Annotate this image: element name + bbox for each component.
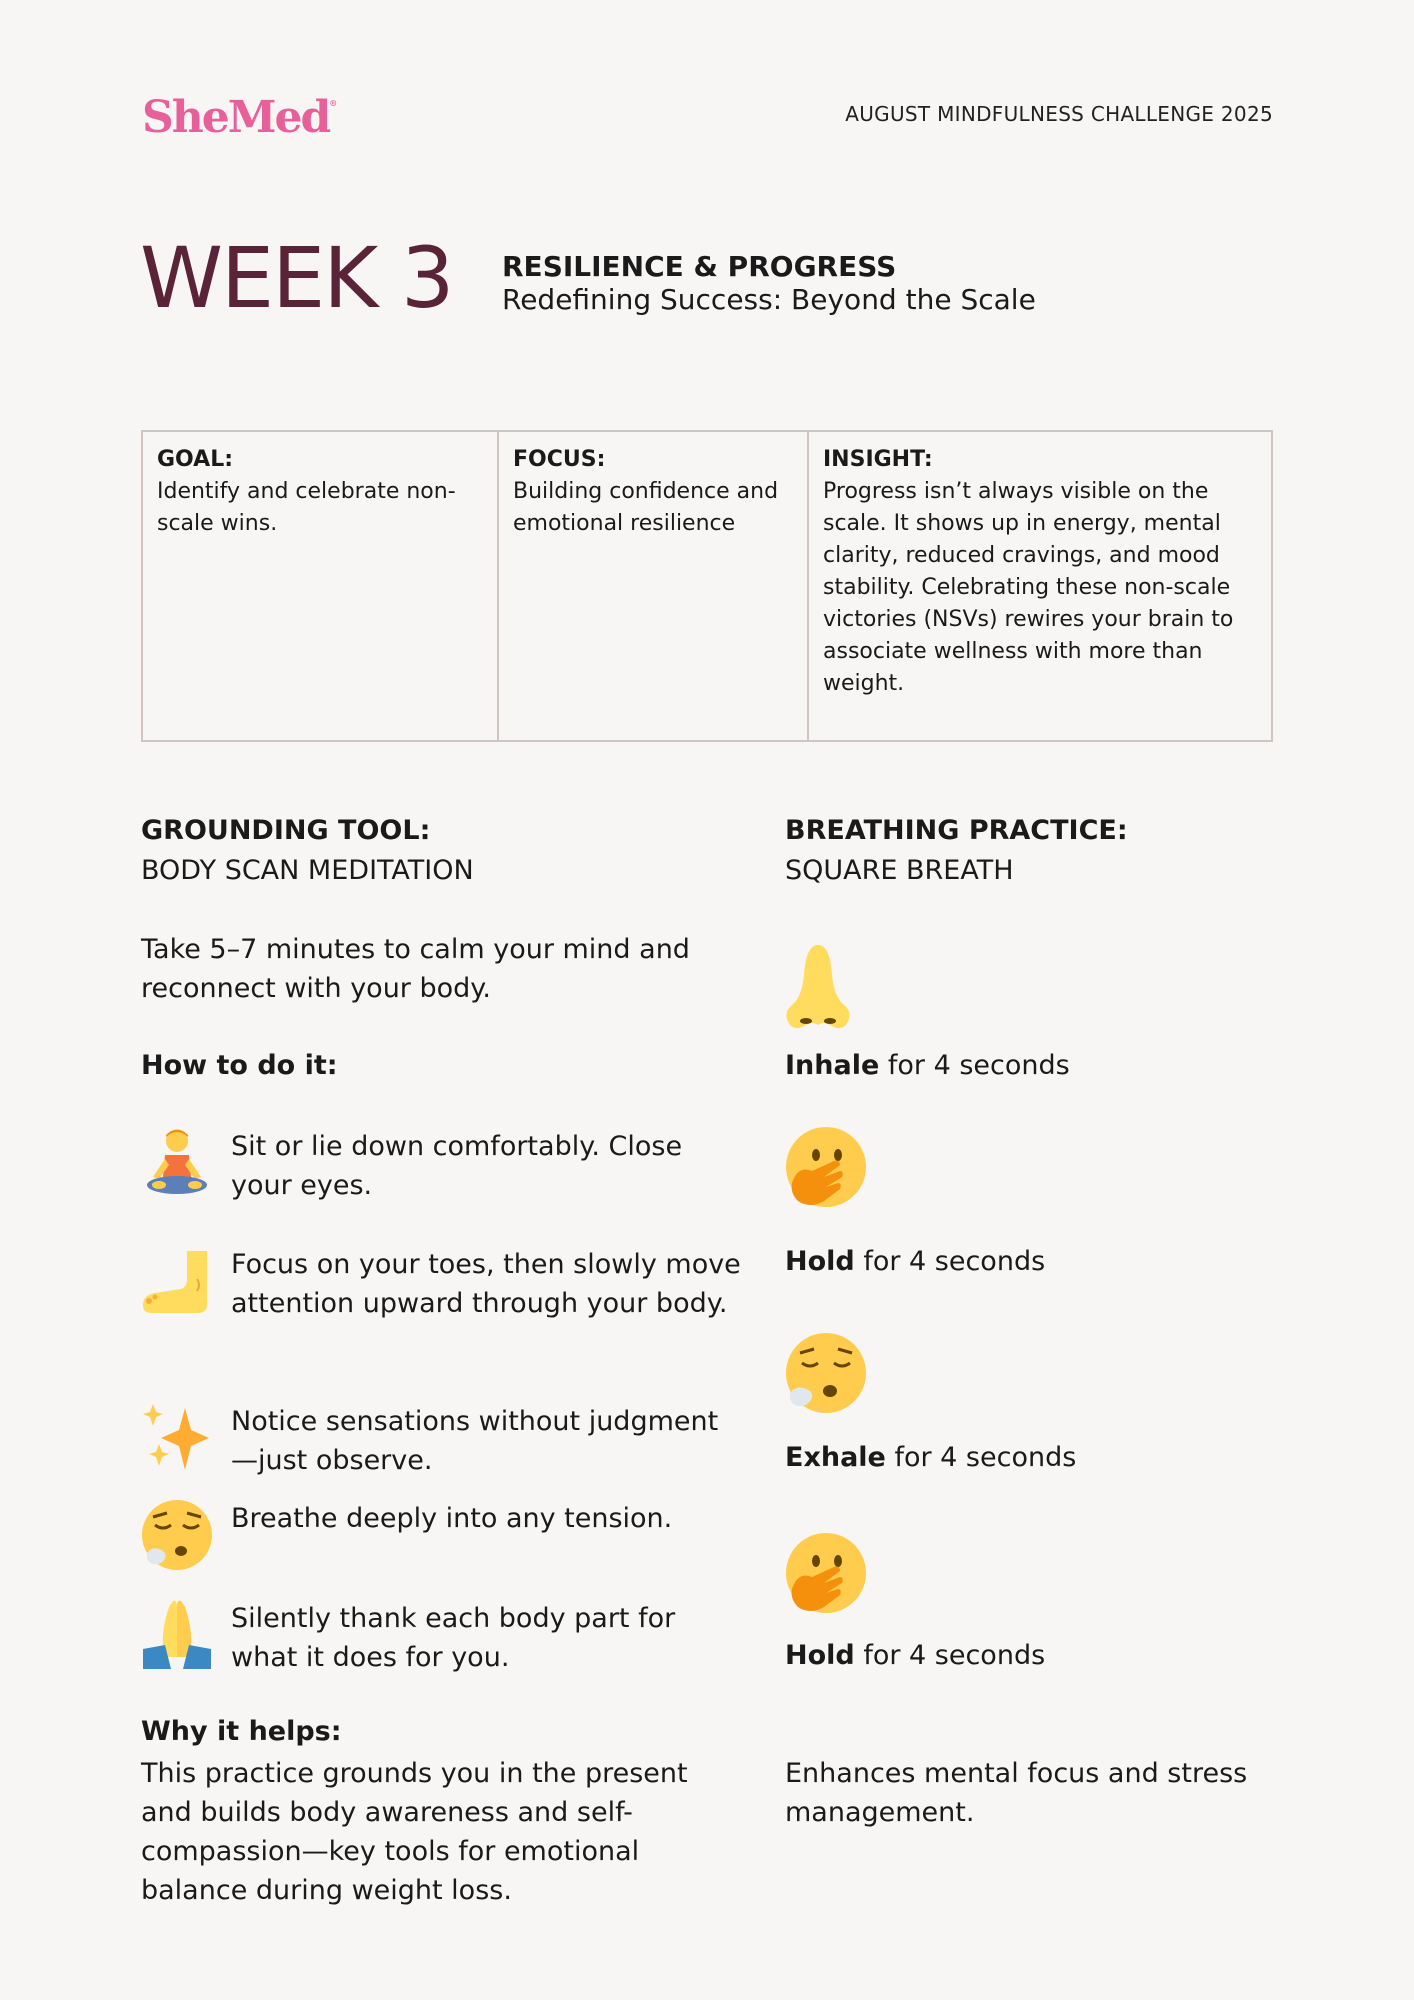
breath-action: Hold — [785, 1640, 855, 1671]
theme-subtitle: Redefining Success: Beyond the Scale — [502, 283, 1036, 316]
step-text: Breathe deeply into any tension. — [231, 1503, 673, 1534]
logo-text: SheMed — [142, 92, 330, 143]
breath-action: Exhale — [785, 1442, 886, 1473]
focus-label: FOCUS: — [513, 447, 606, 472]
info-table — [141, 430, 1273, 742]
grounding-heading: GROUNDING TOOL: — [141, 815, 431, 846]
focus-cell — [497, 432, 807, 740]
focus-text: Building confidence and emotional resilience — [513, 479, 779, 536]
shemed-logo — [142, 92, 337, 143]
hand-over-mouth-icon — [784, 1531, 868, 1615]
insight-cell — [807, 432, 1271, 740]
insight-label: INSIGHT: — [823, 447, 933, 472]
exhaling-face-icon — [784, 1331, 868, 1415]
folded-hands-icon — [141, 1597, 213, 1673]
week-label: WEEK 3 — [140, 229, 453, 327]
breath-step-hold — [785, 1246, 1045, 1277]
hand-over-mouth-icon — [784, 1125, 868, 1209]
how-heading: How to do it: — [141, 1050, 338, 1081]
goal-cell — [143, 432, 497, 740]
grounding-step — [141, 1597, 741, 1677]
breath-duration: for 4 seconds — [854, 1640, 1046, 1671]
breath-duration: for 4 seconds — [879, 1050, 1070, 1081]
grounding-intro: Take 5–7 minutes to calm your mind and reconnect with your body. — [141, 934, 690, 1004]
breath-step-exhale — [785, 1442, 1076, 1473]
grounding-step — [141, 1125, 741, 1205]
breathing-subheading: SQUARE BREATH — [785, 855, 1014, 886]
meditating-person-icon — [141, 1125, 213, 1201]
step-text: Notice sensations without judgment—just observe. — [231, 1406, 719, 1476]
breath-duration: for 4 seconds — [854, 1246, 1046, 1277]
nose-icon — [782, 945, 854, 1031]
breath-action: Inhale — [785, 1050, 880, 1081]
goal-label: GOAL: — [157, 447, 234, 472]
breath-duration: for 4 seconds — [885, 1442, 1077, 1473]
breathing-heading: BREATHING PRACTICE: — [785, 815, 1128, 846]
breathing-benefit: Enhances mental focus and stress management. — [785, 1758, 1248, 1828]
step-text: Sit or lie down comfortably. Close your eyes. — [231, 1131, 683, 1201]
grounding-step — [141, 1497, 741, 1573]
breath-step-inhale — [785, 1050, 1070, 1081]
breath-step-hold — [785, 1640, 1045, 1671]
logo-registered-mark: ® — [329, 98, 338, 108]
foot-icon — [141, 1243, 213, 1319]
insight-text: Progress isn’t always visible on the scale. It shows up in energy, mental clarity, reduced cravings, and mood stability. Celebrating these non-scale victories (NSVs) rewires your brain to associate wellness with more than weight. — [823, 479, 1234, 696]
theme-title: RESILIENCE & PROGRESS — [502, 250, 897, 283]
goal-text: Identify and celebrate non-scale wins. — [157, 479, 456, 536]
sparkles-icon — [141, 1400, 213, 1476]
why-heading: Why it helps: — [141, 1716, 342, 1747]
grounding-step — [141, 1243, 741, 1323]
exhaling-face-icon — [141, 1497, 213, 1573]
step-text: Silently thank each body part for what it does for you. — [231, 1603, 676, 1673]
challenge-title: AUGUST MINDFULNESS CHALLENGE 2025 — [845, 102, 1273, 126]
why-text: This practice grounds you in the present and builds body awareness and self-compassion—key tools for emotional balance during weight loss. — [141, 1758, 688, 1906]
grounding-subheading: BODY SCAN MEDITATION — [141, 855, 474, 886]
breath-action: Hold — [785, 1246, 855, 1277]
grounding-step — [141, 1400, 741, 1480]
step-text: Focus on your toes, then slowly move attention upward through your body. — [231, 1249, 741, 1319]
